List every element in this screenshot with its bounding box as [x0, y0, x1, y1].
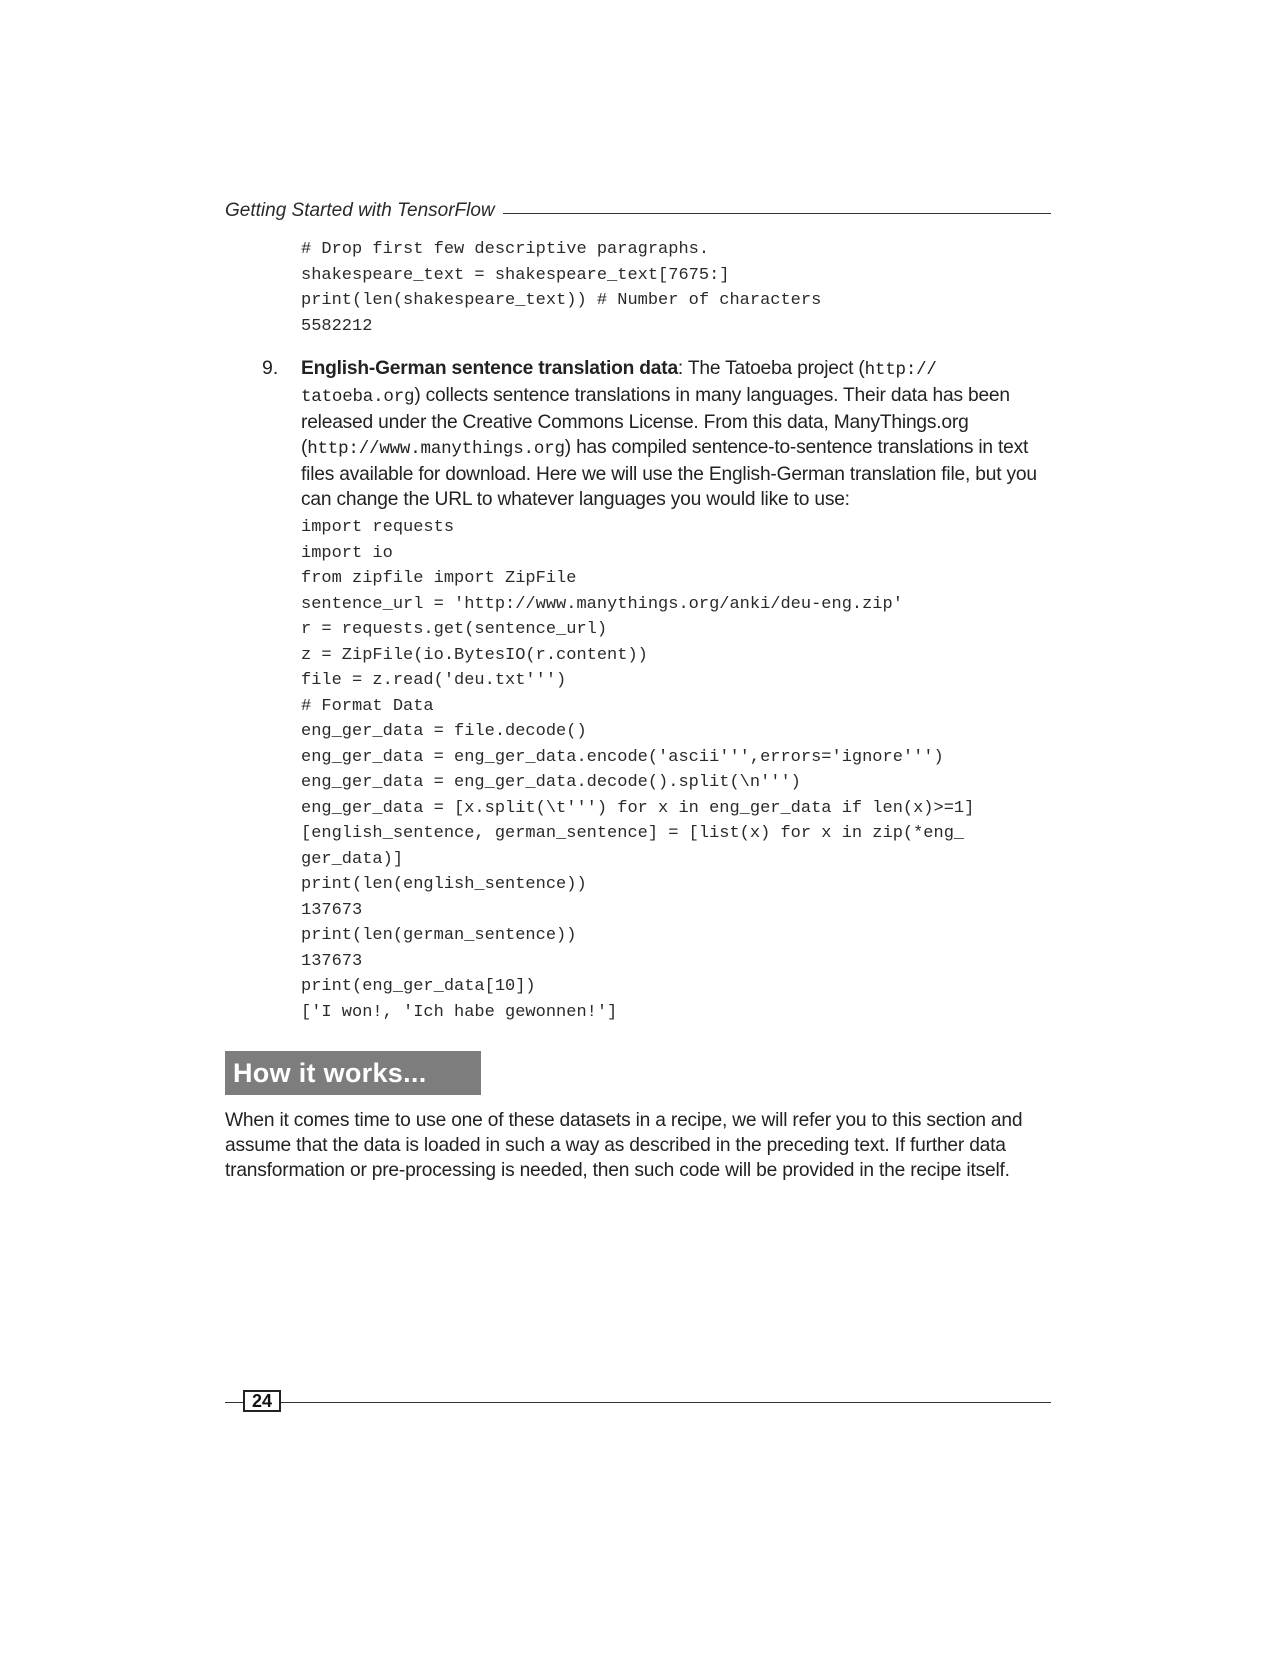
section-heading: How it works... — [225, 1051, 481, 1095]
code-line: print(eng_ger_data[10]) — [301, 977, 536, 996]
code-line: sentence_url = 'http://www.manythings.org/anki/deu-eng.zip' — [301, 594, 903, 614]
code-line: eng_ger_data = file.decode() — [301, 722, 587, 741]
code-block-translation — [301, 515, 974, 1025]
tatoeba-url: http:// tatoeba.org — [301, 360, 937, 407]
code-line: z = ZipFile(io.BytesIO(r.content)) — [301, 645, 648, 665]
list-term: English-German sentence translation data — [301, 358, 678, 379]
code-line: # Drop first few descriptive paragraphs. — [301, 240, 710, 259]
header-rule — [503, 213, 1051, 214]
body-paragraph: When it comes time to use one of these datasets in a recipe, we will refer you to this section and assume that the data is loaded in such a way as described in the preceding text. If further data transformation or pre-processing is needed, then such code will be provided in the recipe itself. — [225, 1110, 1023, 1182]
code-line: import requests — [301, 518, 455, 537]
code-line: import io — [301, 543, 393, 563]
manythings-url: http://www.manythings.org — [307, 439, 565, 459]
code-line: [english_sentence, german_sentence] = [list(x) for x in zip(*eng_ — [301, 824, 965, 843]
code-line: ger_data)] — [301, 849, 404, 869]
code-line: file = z.read('deu.txt''') — [301, 671, 567, 690]
code-line: 137673 — [301, 900, 363, 920]
code-line: from zipfile import ZipFile — [301, 569, 577, 588]
list-number: 9. — [262, 357, 279, 379]
code-line: print(len(english_sentence)) — [301, 875, 587, 894]
code-line: ['I won!, 'Ich habe gewonnen!'] — [301, 1002, 618, 1022]
page-footer — [225, 1390, 1051, 1416]
footer-rule-left — [225, 1402, 243, 1403]
list-text: : The Tatoeba project ( — [677, 358, 865, 379]
code-line: # Format Data — [301, 696, 434, 716]
footer-rule-right — [281, 1402, 1051, 1403]
list-body — [301, 356, 1053, 512]
code-line: eng_ger_data = [x.split(\t''') for x in eng_ger_data if len(x)>=1] — [301, 798, 975, 818]
running-title: Getting Started with TensorFlow — [225, 200, 495, 221]
code-block-shakespeare — [301, 237, 821, 339]
page-number: 24 — [243, 1390, 281, 1412]
code-line: shakespeare_text = shakespeare_text[7675:] — [301, 265, 730, 285]
code-line: eng_ger_data = eng_ger_data.encode('ascii''',errors='ignore''') — [301, 747, 944, 767]
code-line: print(len(german_sentence)) — [301, 926, 577, 945]
code-line: r = requests.get(sentence_url) — [301, 620, 608, 639]
code-line: 137673 — [301, 951, 363, 971]
code-line: 5582212 — [301, 316, 373, 336]
code-line: print(len(shakespeare_text)) # Number of characters — [301, 291, 822, 310]
page-header — [225, 198, 1051, 224]
code-line: eng_ger_data = eng_ger_data.decode().split(\n''') — [301, 773, 801, 792]
list-text: ) has compiled sentence-to-sentence translations in text files available for download. Here we will use the English-German translation file, but you can change the URL to whatever languages you would like to use: — [301, 437, 1037, 510]
list-text: ) collects sentence translations in many languages. Their data has been released under the Creative Commons License. From this data, ManyThings.org ( — [301, 385, 1010, 458]
